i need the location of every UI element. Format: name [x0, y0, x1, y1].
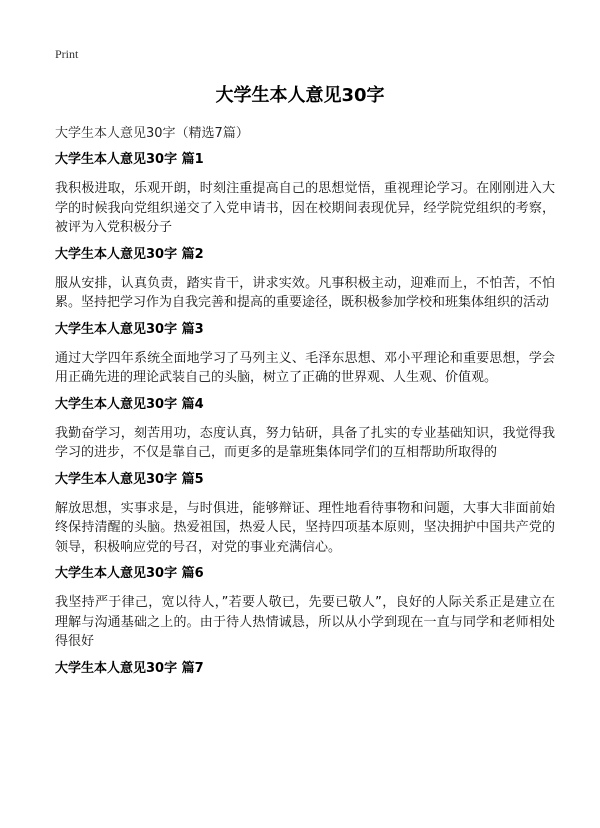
page-title: 大学生本人意见30字 — [215, 85, 385, 106]
section-2 — [55, 244, 555, 313]
section-body: 解放思想，实事求是，与时俱进，能够辩证、理性地看待事物和问题，大事大非面前始终保持清醒的头脑。热爱祖国，热爱人民，坚持四项基本原则，坚决拥护中国共产党的领导，积极响应党的号召，对党的事业充满信心。 — [55, 500, 555, 555]
section-body: 通过大学四年系统全面地学习了马列主义、毛泽东思想、邓小平理论和重要思想，学会用正确先进的理论武装自己的头脑，树立了正确的世界观、人生观、价值观。 — [55, 350, 555, 385]
section-heading: 大学生本人意见30字 篇2 — [55, 246, 204, 262]
section-7 — [55, 658, 555, 680]
section-heading: 大学生本人意见30字 篇6 — [55, 566, 204, 581]
section-heading: 大学生本人意见30字 篇7 — [55, 660, 204, 676]
section-body: 服从安排，认真负责，踏实肯干，讲求实效。凡事积极主动，迎难而上，不怕苦，不怕累。坚持把学习作为自我完善和提高的重要途径，既积极参加学校和班集体组织的活动 — [55, 275, 555, 310]
article-sections — [55, 149, 555, 688]
section-heading: 大学生本人意见30字 篇3 — [55, 321, 204, 337]
section-heading: 大学生本人意见30字 篇1 — [55, 152, 204, 167]
page-subtitle: 大学生本人意见30字（精选7篇） — [55, 126, 249, 141]
section-heading: 大学生本人意见30字 篇5 — [55, 471, 204, 487]
section-body: 我积极进取，乐观开朗，时刻注重提高自己的思想觉悟，重视理论学习。在刚刚进入大学的时候我向党组织递交了入党申请书，因在校期间表现优异，经学院党组织的考察，被评为入党积极分子 — [55, 181, 555, 235]
section-heading: 大学生本人意见30字 篇4 — [55, 396, 204, 412]
section-body: 我坚持严于律己，宽以待人，”若要人敬已，先要已敬人”，良好的人际关系正是建立在理解与沟通基础之上的。由于待人热情诚恳，所以从小学到现在一直与同学和老师相处得很好 — [55, 595, 555, 649]
section-3 — [55, 319, 555, 388]
section-1 — [55, 149, 555, 238]
section-4 — [55, 394, 555, 463]
section-6 — [55, 563, 555, 652]
section-body: 我勤奋学习，刻苦用功，态度认真，努力钻研，具备了扎实的专业基础知识，我觉得我学习的进步，不仅是靠自己，而更多的是靠班集体同学们的互相帮助所取得的 — [55, 425, 555, 460]
section-5 — [55, 469, 555, 558]
print-link[interactable]: Print — [55, 47, 79, 61]
